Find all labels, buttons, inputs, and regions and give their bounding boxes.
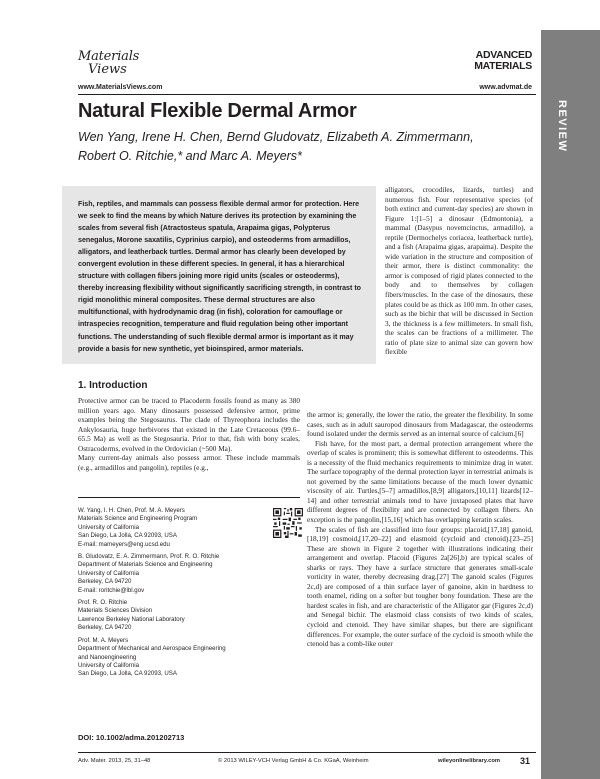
page-number: 31 — [520, 756, 531, 766]
body-paragraph: Protective armor can be traced to Placoderm fossils found as many as 380 million years ago. Many dinosaurs possessed defensive armor, prime examples being the Stegosaurus. The clade of Thyreophora includes the Ankylosauria, huge herbivores that existed in the Late Cretaceous (99.6–65.5 Ma) as well as the Stegosauria. Prior to that, fish with bony scales, Ostracoderms, evolved in the Ordovician (~500 Ma). — [78, 397, 300, 453]
body-column-right-top — [385, 186, 533, 358]
affiliation-block: Prof. R. O. Ritchie Materials Sciences Division Lawrence Berkeley National Laboratory Berkeley, CA 94720 — [78, 599, 185, 632]
publisher-logo-line1: Materials — [78, 49, 140, 64]
journal-logo-line1: ADVANCED — [475, 49, 532, 61]
journal-logo — [452, 50, 532, 72]
publisher-logo — [78, 50, 148, 86]
author-list — [78, 128, 518, 166]
article-title: Natural Flexible Dermal Armor — [78, 100, 357, 122]
abstract-text: Fish, reptiles, and mammals can possess flexible dermal armor for protection. Here we seek to find the means by which Nature derives its protection by examining the scales from several fish (Atractosteus spatula, Arapaima gigas, Polypterus senegalus, Morone saxatilis, Cyprinius carpio), and osteoderms from armadillos, alligators, and leatherback turtles. Dermal armor has clearly been developed by convergent evolution in these different species. In general, it has a hierarchical structure with collagen fibers joining more rigid units (scales or osteoderms), thereby increasing flexibility without significantly sacrificing strength, in contrast to rigid monolithic mineral composites. These dermal structures are also multifunctional, with hydrodynamic drag (in fish), coloration for camouflage or intraspecies recognition, temperature and fluid regulation being other important functions. The understanding of such flexible dermal armor is important as it may provide a basis for new synthetic, yet bioinspired, armor materials. — [78, 200, 362, 353]
section-label: REVIEW — [556, 100, 568, 153]
footer-divider — [78, 752, 536, 753]
qr-code-icon[interactable] — [273, 508, 303, 538]
body-paragraph: Many current-day animals also possess armor. These include mammals (e.g., armadillos and pangolin), reptiles (e.g., — [78, 454, 300, 472]
affiliation-block: Prof. M. A. Meyers Department of Mechanical and Aerospace Engineering and Nanoengineering University of California San Diego, La Jolla, CA 92093, USA — [78, 636, 226, 678]
section-heading-introduction: 1. Introduction — [78, 380, 148, 391]
journal-logo-line2: MATERIALS — [474, 60, 532, 72]
author-affiliations — [78, 507, 263, 683]
publisher-url[interactable]: www.MaterialsViews.com — [78, 84, 163, 91]
journal-url[interactable]: www.advmat.de — [479, 84, 532, 91]
footer-url[interactable]: wileyonlinelibrary.com — [438, 758, 501, 764]
body-paragraph: Fish have, for the most part, a dermal protection arrangement where the overlap of scales is prominent; this is somewhat different to osteoderms. This is a necessity of the fluid mechanics requirements to minimize drag in water. The surface topography of the dermal protection layer in terrestrial animals is not governed by the same limitations because of the much lower dynamic viscosity of air. Turtles,[5–7] armadillos,[8,9] alligators,[10,11] lizards[12–14] and other terrestrial animals tend to have juxtaposed plates that have different degrees of flexibility and are connected by collagen fibers. An exception is the pangolin,[15,16] which has overlapping keratin scales. — [307, 439, 533, 525]
body-paragraph: alligators, crocodiles, lizards, turtles) and numerous fish. Four representative species (of both extinct and current-day species) are shown in Figure 1:[1–5] a dinosaur (Edmontonia), a mammal (Dasypus novemcinctus, armadillo), a reptile (Dermochelys coriacea, leatherback turtle), and a fish (Arapaima gigas, arapaima). Despite the wide variation in the structure and composition of their armor, there is distinct commonality: the armor is composed of rigid plates connected to the body and to themselves by collagen fibers/muscles. In the case of the dinosaurs, these plates could be as thick as 100 mm. In other cases, such as the bichir that will be discussed in Section 3, the thickness is a few millimeters. In small fish, the scales can be fractions of a millimeter. The ratio of plate size to animal size can govern how flexible — [385, 186, 533, 357]
header-divider — [78, 94, 536, 95]
footer-citation: Adv. Mater. 2013, 25, 31–48 — [78, 758, 151, 764]
affiliation-block: W. Yang, I. H. Chen, Prof. M. A. Meyers Materials Science and Engineering Program University of California San Diego, La Jolla, CA 92093, USA E-mail: mameyers@eng.ucsd.edu — [78, 507, 198, 548]
doi-link[interactable]: DOI: 10.1002/adma.201202713 — [78, 733, 185, 742]
affiliation-block: B. Gludovatz, E. A. Zimmermann, Prof. R. O. Ritchie Department of Materials Science and Engineering University of California Berkeley, CA 94720 E-mail: roritchie@lbl.gov — [78, 553, 220, 594]
body-paragraph: the armor is; generally, the lower the ratio, the greater the flexibility. In some cases, such as in adult sauropod dinosaurs from Madagascar, the osteoderms found isolated under the dermis served as an internal source of calcium.[6] — [307, 411, 533, 439]
authors-line-1: Wen Yang, Irene H. Chen, Bernd Gludovatz, Elizabeth A. Zimmermann, — [78, 130, 474, 144]
affiliation-divider — [78, 497, 300, 498]
authors-line-2: Robert O. Ritchie,* and Marc A. Meyers* — [78, 149, 302, 163]
publisher-logo-line2: Views — [88, 62, 127, 77]
body-column-right-bottom — [307, 411, 533, 650]
body-paragraph: The scales of fish are classified into four groups: placoid,[17,18] ganoid,[18,19] cosmoid,[17,20–22] and elasmoid (cycloid and ctenoid).[23–25] These are shown in Figure 2 together with illustrations indicating their arrangement and overlap. Placoid (Figures 2a[26],b) are typical scales of sharks or rays. They have a surface structure that generates small-scale vorticity in water, thereby decreasing drag.[27] The ganoid scales (Figures 2c,d) are composed of a thin surface layer of ganoine, akin in hardness to tooth enamel, riding on a softer but tougher bony foundation. These are the hardest scales in fish, and are characteristic of the Alligator gar (Figures 2c,d) and Senegal bichir. The elasmoid class consists of two kinds of scales, cycloid and ctenoid. They have similar shapes, but there are significant differences. For example, the outer surface of the cycloid is smooth while the ctenoid has a comb-like outer — [307, 525, 533, 649]
body-column-left — [78, 397, 300, 473]
footer-copyright: © 2013 WILEY-VCH Verlag GmbH & Co. KGaA, Weinheim — [218, 758, 369, 764]
